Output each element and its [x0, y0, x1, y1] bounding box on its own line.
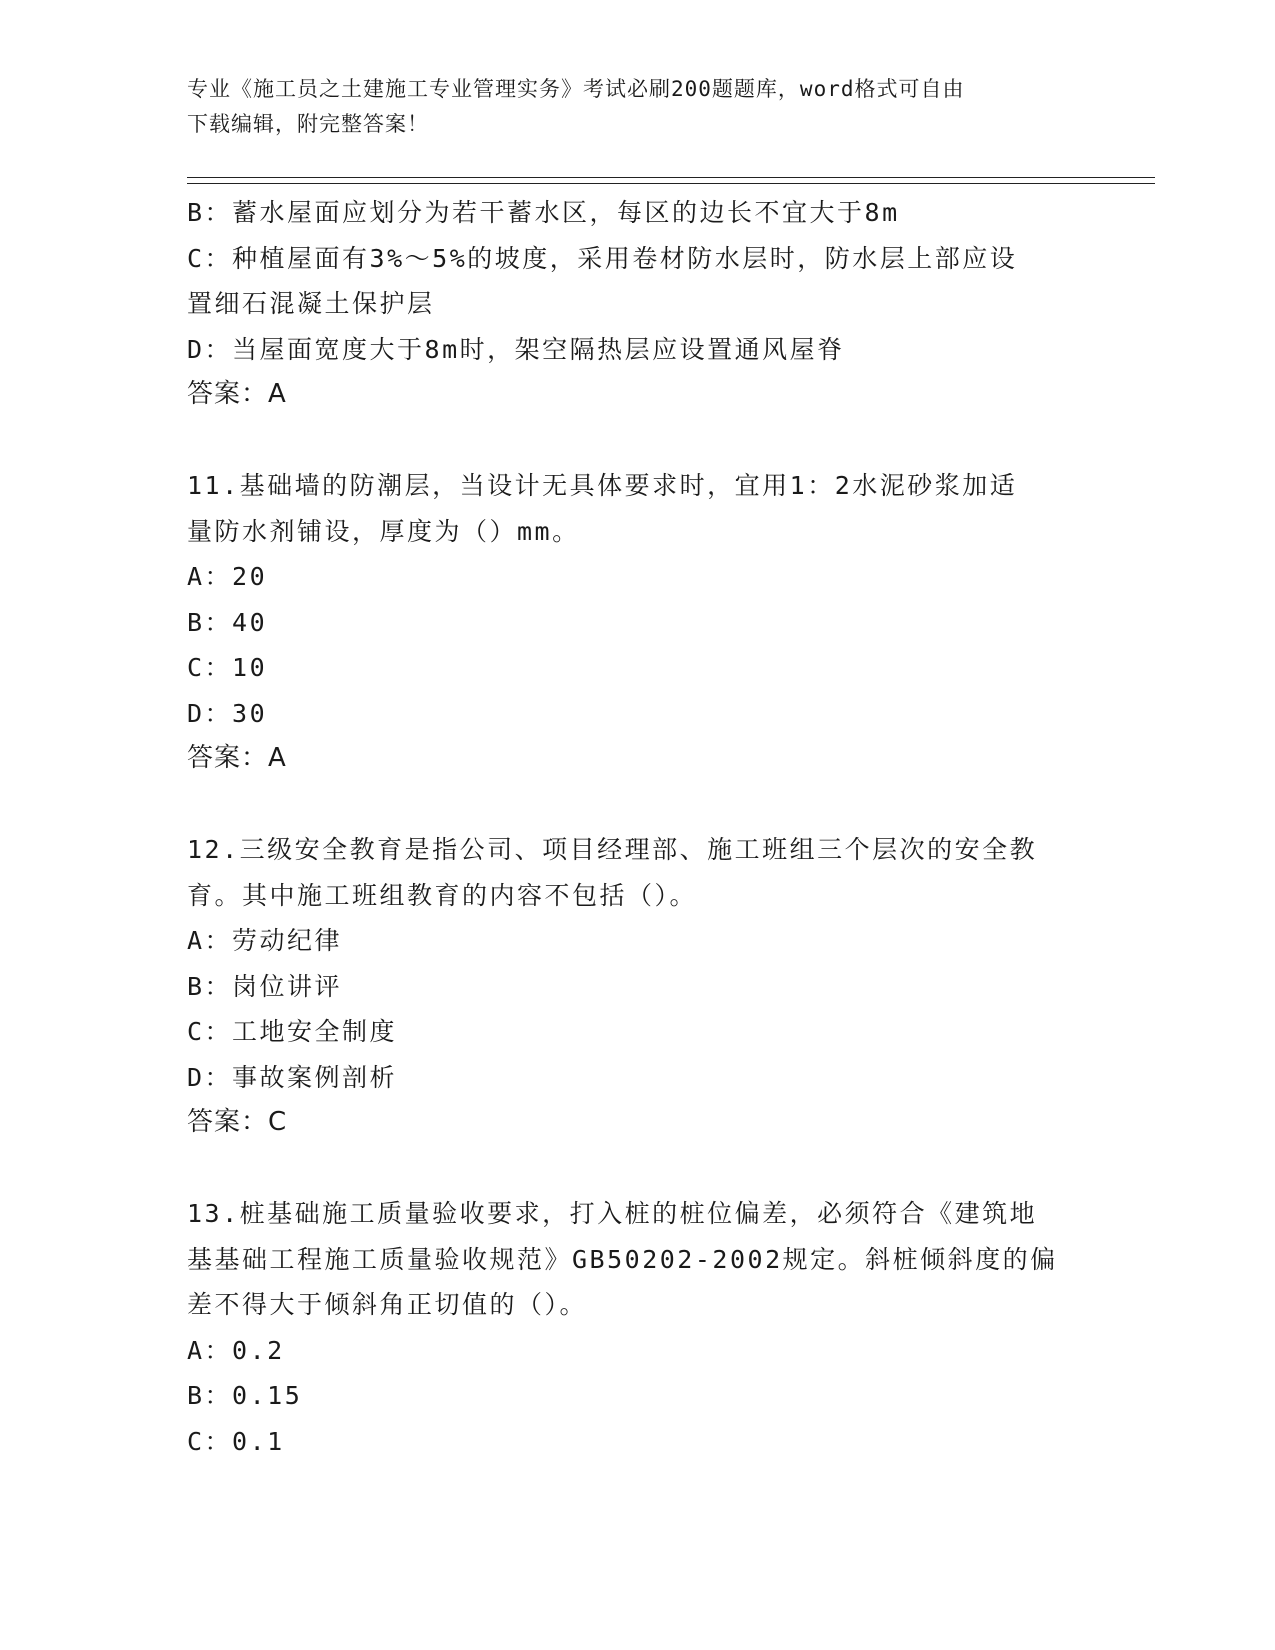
option-b: B：0.15	[187, 1381, 303, 1410]
header-divider-bottom	[187, 183, 1155, 184]
option-a: A：0.2	[187, 1335, 285, 1365]
question-13	[187, 1191, 1087, 1464]
option-b: B：蓄水屋面应划分为若干蓄水区，每区的边长不宜大于8m	[187, 198, 900, 227]
answer: 答案：A	[187, 743, 287, 773]
header-divider-top	[187, 177, 1155, 178]
question-stem-line-2: 基基础工程施工质量验收规范》GB50202-2002规定。斜桩倾斜度的偏	[187, 1244, 1058, 1274]
question-stem-line-3: 差不得大于倾斜角正切值的（）。	[187, 1290, 588, 1319]
option-d: D：事故案例剖析	[187, 1062, 398, 1092]
option-d: D：当屋面宽度大于8m时，架空隔热层应设置通风屋脊	[187, 334, 845, 364]
question-stem-line-1: 11.基础墙的防潮层，当设计无具体要求时，宜用1：2水泥砂浆加适	[187, 471, 1018, 500]
question-stem-line-2: 育。其中施工班组教育的内容不包括（）。	[187, 880, 698, 910]
answer: 答案：C	[187, 1107, 288, 1137]
option-c-line-1: C：种植屋面有3%～5%的坡度，采用卷材防水层时，防水层上部应设	[187, 243, 1018, 273]
spacer	[187, 782, 1087, 828]
option-b: B：岗位讲评	[187, 971, 343, 1001]
question-stem-line-1: 12.三级安全教育是指公司、项目经理部、施工班组三个层次的安全教	[187, 835, 1038, 864]
header-title-line-1: 专业《施工员之土建施工专业管理实务》考试必刷200题题库，word格式可自由	[187, 77, 965, 101]
option-c: C：工地安全制度	[187, 1017, 398, 1046]
option-c-line-2: 置细石混凝土保护层	[187, 289, 435, 318]
spacer	[187, 1146, 1087, 1192]
option-c: C：10	[187, 653, 268, 682]
question-stem-line-1: 13.桩基础施工质量验收要求，打入桩的桩位偏差，必须符合《建筑地	[187, 1199, 1038, 1228]
question-10-tail	[187, 190, 1087, 418]
option-a: A：20	[187, 562, 268, 591]
answer: 答案：A	[187, 379, 287, 409]
question-stem-line-2: 量防水剂铺设，厚度为（）mm。	[187, 516, 580, 546]
question-list	[187, 190, 1087, 1464]
option-d: D：30	[187, 698, 268, 728]
question-11	[187, 463, 1087, 782]
option-a: A：劳动纪律	[187, 926, 343, 955]
question-12	[187, 827, 1087, 1146]
option-b: B：40	[187, 607, 268, 637]
header-title-line-2: 下载编辑，附完整答案！	[187, 112, 429, 136]
option-c: C：0.1	[187, 1426, 285, 1456]
document-header	[187, 72, 1087, 142]
spacer	[187, 418, 1087, 464]
